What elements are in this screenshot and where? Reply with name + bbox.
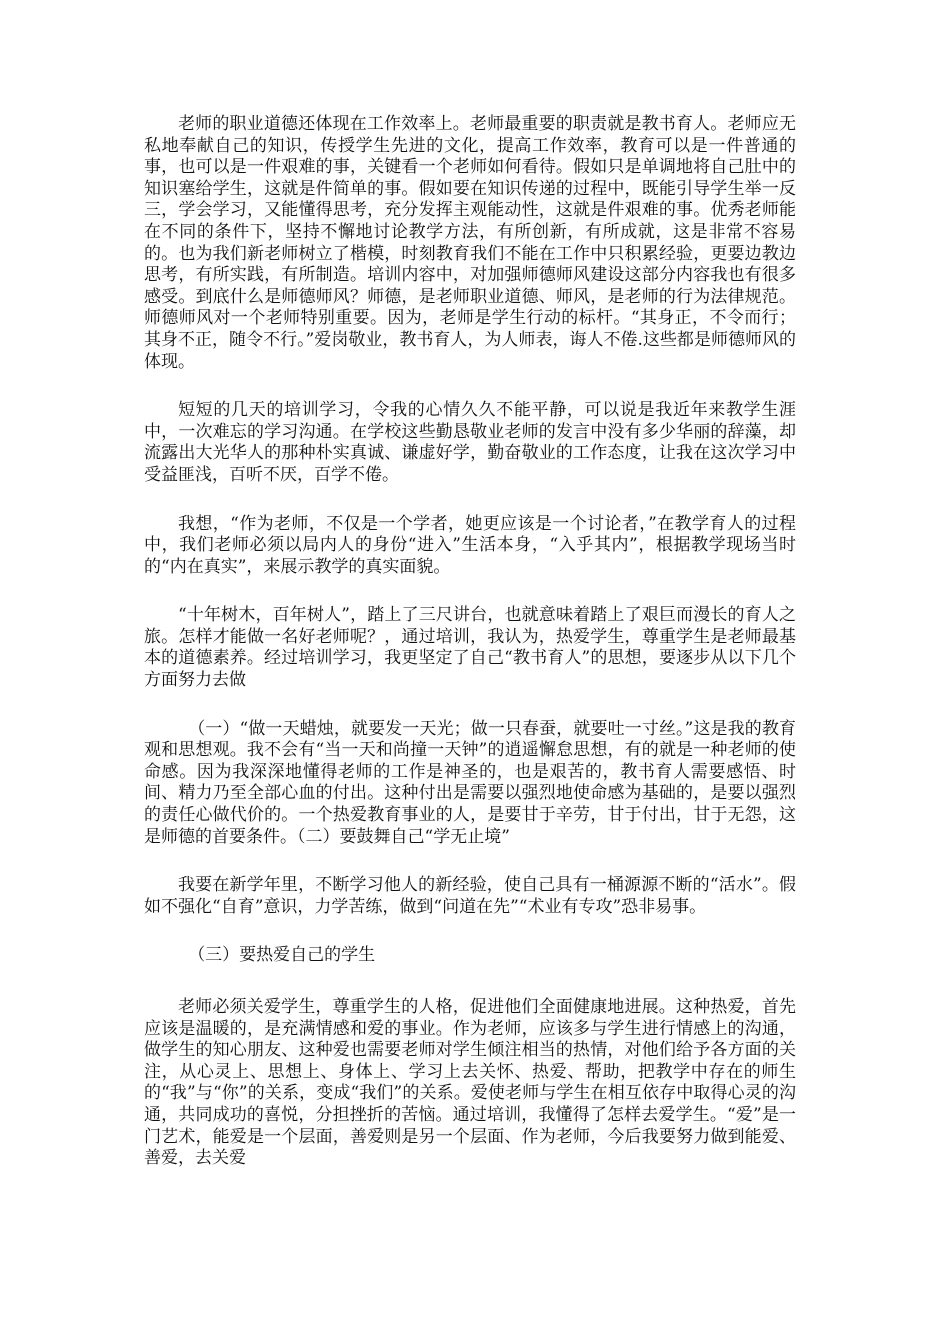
paragraph-training-impressions: 短短的几天的培训学习，令我的心情久久不能平静，可以说是我近年来教学生涯中，一次难忘的学习沟通。在学校这些勤恳敬业老师的发言中没有多少华丽的辞藻，却流露出大光华人的那种朴实真诚、谦虚好学，勤奋敬业的工作态度，让我在这次学习中受益匪浅，百听不厌，百学不倦。 [144,400,796,485]
paragraph-teacher-as-researcher: 我想，“作为老师，不仅是一个学者，她更应该是一个讨论者，”在教学育人的过程中，我们老师必须以局内人的身份“进入”生活本身，“入乎其内”，根据教学现场当时的“内在真实”，来展示教学的真实面貌。 [144,513,796,577]
paragraph-point-one: （一）“做一天蜡烛，就要发一天光；做一只春蚕，就要吐一寸丝。”这是我的教育观和思想观。我不会有“当一天和尚撞一天钟”的逍遥懈怠思想，有的就是一种老师的使命感。因为我深深地懂得老师的工作是神圣的，也是艰苦的，教书育人需要感悟、时间、精力乃至全部心血的付出。这种付出是需要以强烈地使命感为基础的，是要以强烈的责任心做代价的。一个热爱教育事业的人，是要甘于辛劳，甘于付出，甘于无怨，这是师德的首要条件。（二）要鼓舞自己“学无止境” [144,718,796,847]
paragraph-teacher-ethics-efficiency: 老师的职业道德还体现在工作效率上。老师最重要的职责就是教书育人。老师应无私地奉献自己的知识，传授学生先进的文化，提高工作效率，教育可以是一件普通的事，也可以是一件艰难的事，关键看一个老师如何看待。假如只是单调地将自己肚中的知识塞给学生，这就是件简单的事。假如要在知识传递的过程中，既能引导学生举一反三，学会学习，又能懂得思考，充分发挥主观能动性，这就是件艰难的事。优秀老师能在不同的条件下，坚持不懈地讨论教学方法，有所创新，有所成就，这是非常不容易的。也为我们新老师树立了楷模，时刻教育我们不能在工作中只积累经验，更要边教边思考，有所实践，有所制造。培训内容中，对加强师德师风建设这部分内容我也有很多感受。到底什么是师德师风？师德，是老师职业道德、师风，是老师的行为法律规范。师德师风对一个老师特别重要。因为，老师是学生行动的标杆。“其身正，不令而行；其身不正，随令不行。”爱岗敬业，教书育人，为人师表，诲人不倦.这些都是师德师风的体现。 [144,114,796,372]
section-heading-love-students: （三）要热爱自己的学生 [188,945,376,966]
paragraph-keep-learning: 我要在新学年里，不断学习他人的新经验，使自己具有一桶源源不断的“活水”。假如不强化“自育”意识，力学苦练，做到“问道在先”“术业有专攻”恐非易事。 [144,875,796,917]
paragraph-good-teacher: “十年树木，百年树人”，踏上了三尺讲台，也就意味着踏上了艰巨而漫长的育人之旅。怎样才能做一名好老师呢？，通过培训，我认为，热爱学生，尊重学生是老师最基本的道德素养。经过培训学习，我更坚定了自己“教书育人”的思想，要逐步从以下几个方面努力去做 [144,605,796,691]
document-body [144,114,796,1197]
paragraph-care-for-students: 老师必须关爱学生，尊重学生的人格，促进他们全面健康地进展。这种热爱，首先应该是温暖的，是充满情感和爱的事业。作为老师，应该多与学生进行情感上的沟通，做学生的知心朋友、这种爱也需要老师对学生倾注相当的热情，对他们给予各方面的关注，从心灵上、思想上、身体上、学习上去关怀、热爱、帮助，把教学中存在的师生的“我”与“你”的关系，变成“我们”的关系。爱使老师与学生在相互依存中取得心灵的沟通，共同成功的喜悦，分担挫折的苦恼。通过培训，我懂得了怎样去爱学生。“爱”是一门艺术，能爱是一个层面，善爱则是另一个层面、作为老师，今后我要努力做到能爱、善爱，去关爱 [144,997,796,1169]
